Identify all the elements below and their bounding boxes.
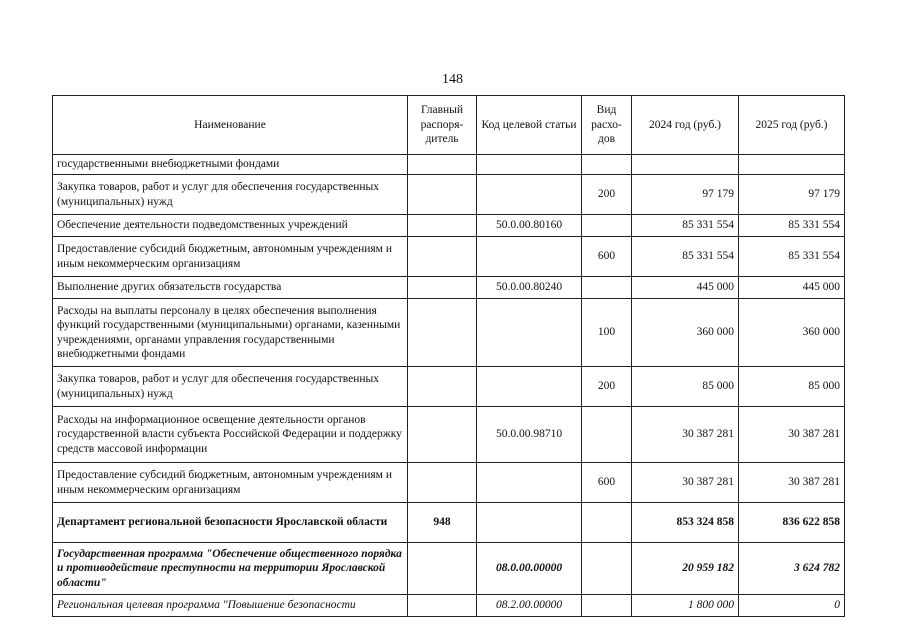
cell-type: 200 (582, 367, 632, 407)
cell-type: 600 (582, 237, 632, 277)
cell-admin (408, 299, 477, 367)
cell-code (477, 155, 582, 175)
cell-type (582, 543, 632, 595)
cell-code (477, 175, 582, 215)
cell-y2024: 20 959 182 (632, 543, 739, 595)
table-row (53, 595, 845, 617)
cell-y2025: 0 (739, 595, 845, 617)
header-type: Вид расхо-дов (582, 96, 632, 155)
cell-name: Расходы на выплаты персоналу в целях обеспечения выполнения функций государственными (муниципальными) органами, казенными учреждениями, органами управления государственными внебюджетными фондами (53, 299, 408, 367)
header-admin: Главный распоря-дитель (408, 96, 477, 155)
cell-type (582, 277, 632, 299)
cell-type (582, 595, 632, 617)
cell-admin (408, 155, 477, 175)
cell-admin (408, 215, 477, 237)
cell-name: Расходы на информационное освещение деятельности органов государственной власти субъекта Российской Федерации и поддержку средств массовой информации (53, 407, 408, 463)
budget-table (52, 95, 845, 617)
cell-code: 50.0.00.98710 (477, 407, 582, 463)
table-row (53, 367, 845, 407)
cell-y2025: 3 624 782 (739, 543, 845, 595)
table-row (53, 463, 845, 503)
table-header-row (53, 96, 845, 155)
cell-admin (408, 175, 477, 215)
table-row (53, 237, 845, 277)
cell-name: Закупка товаров, работ и услуг для обеспечения государственных (муниципальных) нужд (53, 367, 408, 407)
cell-code: 08.0.00.00000 (477, 543, 582, 595)
cell-name: Закупка товаров, работ и услуг для обеспечения государственных (муниципальных) нужд (53, 175, 408, 215)
header-2025: 2025 год (руб.) (739, 96, 845, 155)
cell-code: 08.2.00.00000 (477, 595, 582, 617)
cell-name: Региональная целевая программа "Повышение безопасности (53, 595, 408, 617)
cell-name: Предоставление субсидий бюджетным, автономным учреждениям и иным некоммерческим организациям (53, 463, 408, 503)
cell-code (477, 503, 582, 543)
cell-y2024: 85 331 554 (632, 215, 739, 237)
cell-type (582, 503, 632, 543)
table-row (53, 543, 845, 595)
cell-y2024: 360 000 (632, 299, 739, 367)
table-row (53, 215, 845, 237)
cell-y2025: 30 387 281 (739, 407, 845, 463)
cell-type (582, 155, 632, 175)
header-2024: 2024 год (руб.) (632, 96, 739, 155)
cell-y2025: 85 331 554 (739, 215, 845, 237)
cell-y2024: 97 179 (632, 175, 739, 215)
table-row (53, 407, 845, 463)
cell-code: 50.0.00.80160 (477, 215, 582, 237)
cell-code (477, 463, 582, 503)
cell-admin: 948 (408, 503, 477, 543)
header-name: Наименование (53, 96, 408, 155)
cell-name: государственными внебюджетными фондами (53, 155, 408, 175)
cell-code (477, 367, 582, 407)
cell-type (582, 215, 632, 237)
cell-name: Предоставление субсидий бюджетным, автономным учреждениям и иным некоммерческим организациям (53, 237, 408, 277)
cell-name: Департамент региональной безопасности Ярославской области (53, 503, 408, 543)
cell-name: Государственная программа "Обеспечение общественного порядка и противодействие преступности на территории Ярославской области" (53, 543, 408, 595)
cell-y2024: 1 800 000 (632, 595, 739, 617)
cell-admin (408, 237, 477, 277)
cell-y2024: 853 324 858 (632, 503, 739, 543)
cell-y2025: 30 387 281 (739, 463, 845, 503)
cell-y2024: 30 387 281 (632, 463, 739, 503)
cell-y2024: 445 000 (632, 277, 739, 299)
cell-name: Обеспечение деятельности подведомственных учреждений (53, 215, 408, 237)
cell-y2025: 360 000 (739, 299, 845, 367)
header-code: Код целевой статьи (477, 96, 582, 155)
table-row (53, 277, 845, 299)
cell-y2024 (632, 155, 739, 175)
page-number: 148 (442, 72, 463, 87)
table-row (53, 299, 845, 367)
cell-y2025 (739, 155, 845, 175)
cell-admin (408, 277, 477, 299)
cell-y2025: 97 179 (739, 175, 845, 215)
cell-name: Выполнение других обязательств государства (53, 277, 408, 299)
cell-admin (408, 407, 477, 463)
cell-y2025: 85 331 554 (739, 237, 845, 277)
table-body (53, 155, 845, 617)
table-row (53, 503, 845, 543)
cell-code (477, 299, 582, 367)
cell-type: 100 (582, 299, 632, 367)
cell-admin (408, 543, 477, 595)
cell-y2025: 85 000 (739, 367, 845, 407)
cell-admin (408, 595, 477, 617)
cell-code: 50.0.00.80240 (477, 277, 582, 299)
cell-admin (408, 463, 477, 503)
cell-code (477, 237, 582, 277)
cell-type: 200 (582, 175, 632, 215)
cell-y2025: 836 622 858 (739, 503, 845, 543)
cell-y2024: 85 331 554 (632, 237, 739, 277)
table-row (53, 175, 845, 215)
cell-admin (408, 367, 477, 407)
cell-type: 600 (582, 463, 632, 503)
cell-y2025: 445 000 (739, 277, 845, 299)
table-row (53, 155, 845, 175)
cell-y2024: 30 387 281 (632, 407, 739, 463)
cell-y2024: 85 000 (632, 367, 739, 407)
cell-type (582, 407, 632, 463)
